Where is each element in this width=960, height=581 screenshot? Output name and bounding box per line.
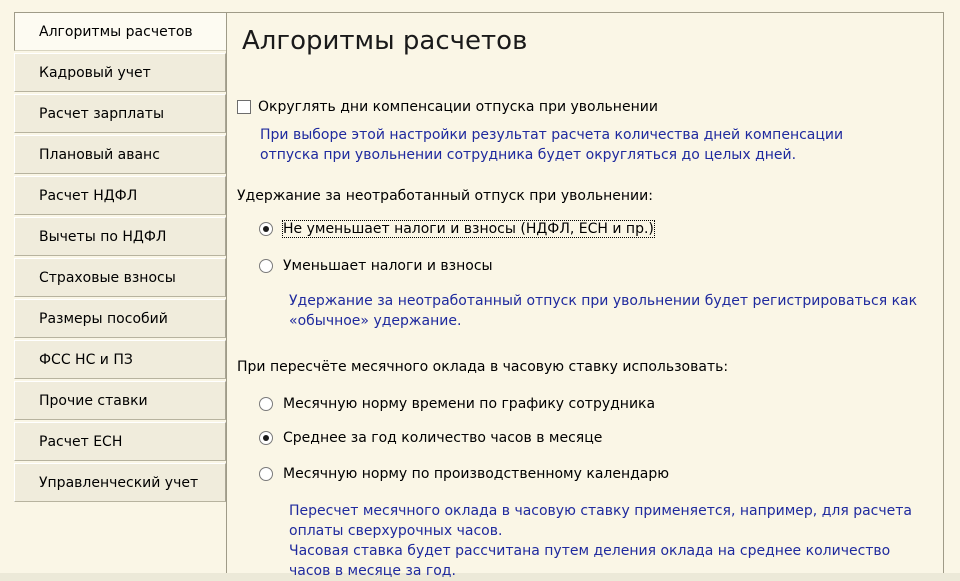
withholding-label-text: Удержание за неотработанный отпуск при увольнении: [237,188,653,204]
round-days-option[interactable] [237,99,658,115]
tab-planned-advance[interactable]: Плановый аванс [14,135,226,174]
tab-other-rates[interactable]: Прочие ставки [14,381,226,420]
tab-ndfl-deductions[interactable]: Вычеты по НДФЛ [14,217,226,256]
radio-button[interactable] [259,431,273,445]
hourly-rate-option-schedule[interactable] [259,396,655,412]
radio-button[interactable] [259,222,273,236]
hourly-rate-label [237,359,728,375]
radio-button[interactable] [259,259,273,273]
hourly-rate-option-average-label: Среднее за год количество часов в месяце [283,430,603,446]
sidebar [14,12,226,573]
page-title: Алгоритмы расчетов [242,26,528,56]
round-days-hint-line2: отпуска при увольнении сотрудника будет округляться до целых дней. [260,147,797,163]
withholding-option-no-reduce-label: Не уменьшает налоги и взносы (НДФЛ, ЕСН и пр.) [283,221,654,237]
withholding-hint [289,291,917,331]
round-days-checkbox[interactable] [237,100,251,114]
tab-hr-accounting[interactable]: Кадровый учет [14,53,226,92]
tab-calculation-algorithms[interactable]: Алгоритмы расчетов [14,12,228,51]
tab-fss-ns-pz[interactable]: ФСС НС и ПЗ [14,340,226,379]
hourly-rate-option-average[interactable] [259,430,602,446]
withholding-option-no-reduce[interactable] [259,221,654,237]
tab-benefit-amounts[interactable]: Размеры пособий [14,299,226,338]
hourly-rate-hint-line4: часов в месяце за год. [289,563,456,579]
tab-esn-calculation[interactable]: Расчет ЕСН [14,422,226,461]
hourly-rate-label-text: При пересчёте месячного оклада в часовую ставку использовать: [237,359,729,375]
withholding-option-reduce-label: Уменьшает налоги и взносы [283,258,493,274]
tab-ndfl-calculation[interactable]: Расчет НДФЛ [14,176,226,215]
hourly-rate-option-calendar-label: Месячную норму по производственному календарю [283,466,670,482]
tab-insurance-contributions[interactable]: Страховые взносы [14,258,226,297]
hourly-rate-hint-line2: оплаты сверхурочных часов. [289,523,503,539]
tab-payroll[interactable]: Расчет зарплаты [14,94,226,133]
round-days-label: Округлять дни компенсации отпуска при увольнении [258,99,658,115]
hourly-rate-hint [289,501,912,581]
tab-management-accounting[interactable]: Управленческий учет [14,463,226,502]
round-days-hint-line1: При выборе этой настройки результат расчета количества дней компенсации [260,127,844,143]
withholding-option-reduce[interactable] [259,258,493,274]
withholding-hint-line2: «обычное» удержание. [289,313,462,329]
withholding-hint-line1: Удержание за неотработанный отпуск при увольнении будет регистрироваться как [289,293,918,309]
round-days-hint [260,125,843,165]
radio-button[interactable] [259,467,273,481]
hourly-rate-option-calendar[interactable] [259,466,669,482]
hourly-rate-hint-line1: Пересчет месячного оклада в часовую ставку применяется, например, для расчета [289,503,912,519]
radio-button[interactable] [259,397,273,411]
withholding-label [237,188,653,204]
hourly-rate-option-schedule-label: Месячную норму времени по графику сотрудника [283,396,656,412]
hourly-rate-hint-line3: Часовая ставка будет рассчитана путем деления оклада на среднее количество [289,543,891,559]
